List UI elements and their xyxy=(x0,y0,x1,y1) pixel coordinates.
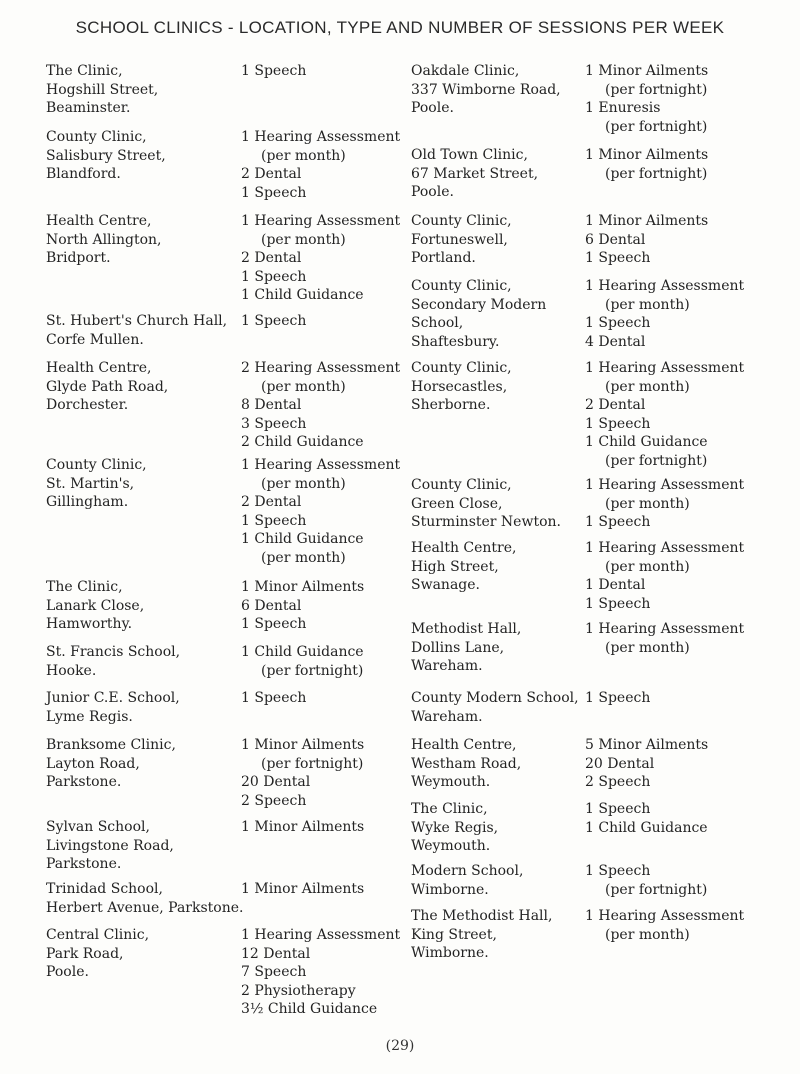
address-line: Glyde Path Road, xyxy=(46,378,169,395)
address-line: County Clinic, xyxy=(46,129,147,145)
session-line: 1 Hearing Assessment xyxy=(585,908,745,924)
session-line: 1 Hearing Assessment xyxy=(241,927,401,943)
address-line: Old Town Clinic, xyxy=(411,147,528,163)
address-line: Wyke Regis, xyxy=(411,819,499,836)
address-line: Health Centre, xyxy=(411,737,517,753)
clinic-sessions xyxy=(585,620,744,657)
session-line: (per month) xyxy=(261,549,346,566)
session-line: 1 Minor Ailments xyxy=(241,881,365,897)
session-line: 6 Dental xyxy=(585,231,646,248)
clinic-sessions xyxy=(585,689,650,708)
address-line: St. Hubert's Church Hall, xyxy=(46,313,228,329)
clinic-address xyxy=(46,312,227,349)
session-line: 20 Dental xyxy=(241,774,311,791)
clinic-address xyxy=(411,359,512,415)
address-line: Lanark Close, xyxy=(46,597,145,614)
clinic-sessions xyxy=(241,643,364,680)
clinic-address xyxy=(411,212,512,268)
clinic-sessions xyxy=(241,689,306,708)
session-line: 8 Dental xyxy=(241,397,302,414)
clinic-sessions xyxy=(585,212,708,268)
page-number: (29) xyxy=(385,1038,415,1054)
clinic-sessions xyxy=(241,926,400,1019)
address-line: County Clinic, xyxy=(411,360,512,376)
session-line: 1 Hearing Assessment xyxy=(585,621,745,637)
clinic-address xyxy=(411,736,521,792)
session-line: (per fortnight) xyxy=(261,755,364,772)
address-line: Poole. xyxy=(46,964,89,981)
address-line: Central Clinic, xyxy=(46,927,150,943)
page-title: SCHOOL CLINICS - LOCATION, TYPE AND NUMBER OF SESSIONS PER WEEK xyxy=(75,18,725,37)
session-line: 2 Dental xyxy=(241,494,302,511)
address-line: Modern School, xyxy=(411,863,524,879)
clinic-address xyxy=(411,800,498,856)
address-line: Blandford. xyxy=(46,166,121,183)
session-line: (per fortnight) xyxy=(261,662,364,679)
address-line: Hogshill Street, xyxy=(46,81,159,98)
address-line: Lyme Regis. xyxy=(46,708,133,725)
address-line: The Clinic, xyxy=(411,801,488,817)
session-line: 1 Minor Ailments xyxy=(241,737,365,753)
clinic-sessions xyxy=(241,62,306,81)
address-line: Wimborne. xyxy=(411,945,489,962)
address-line: Methodist Hall, xyxy=(411,621,522,637)
session-line: 1 Minor Ailments xyxy=(241,819,365,835)
session-line: 1 Child Guidance xyxy=(585,434,708,451)
session-line: 12 Dental xyxy=(241,945,311,962)
address-line: Health Centre, xyxy=(46,213,152,229)
clinic-sessions xyxy=(585,476,744,532)
clinic-sessions xyxy=(585,862,707,899)
address-line: The Clinic, xyxy=(46,63,123,79)
address-line: The Methodist Hall, xyxy=(411,908,553,924)
clinic-address xyxy=(411,62,561,118)
clinic-address xyxy=(46,880,243,917)
address-line: Salisbury Street, xyxy=(46,147,166,164)
session-line: (per fortnight) xyxy=(605,881,708,898)
session-line: 1 Child Guidance xyxy=(241,531,364,548)
session-line: 1 Hearing Assessment xyxy=(585,278,745,294)
session-line: 1 Speech xyxy=(585,690,651,706)
clinic-address xyxy=(46,689,180,726)
address-line: Parkstone. xyxy=(46,856,122,873)
session-line: 1 Minor Ailments xyxy=(585,147,709,163)
address-line: Westham Road, xyxy=(411,755,522,772)
clinic-sessions xyxy=(241,312,306,331)
address-line: St. Martin's, xyxy=(46,475,135,492)
address-line: County Clinic, xyxy=(411,278,512,294)
clinic-sessions xyxy=(585,800,708,837)
address-line: Branksome Clinic, xyxy=(46,737,176,753)
session-line: (per fortnight) xyxy=(605,165,708,182)
session-line: 1 Dental xyxy=(585,577,646,594)
session-line: 1 Hearing Assessment xyxy=(241,129,401,145)
address-line: King Street, xyxy=(411,926,497,943)
session-line: 1 Enuresis xyxy=(585,100,661,117)
session-line: 3½ Child Guidance xyxy=(241,1001,378,1018)
address-line: 337 Wimborne Road, xyxy=(411,81,561,98)
clinic-sessions xyxy=(585,359,744,471)
session-line: 1 Speech xyxy=(585,595,651,612)
clinic-address xyxy=(411,620,521,676)
clinic-sessions xyxy=(585,736,708,792)
session-line: 1 Speech xyxy=(585,514,651,531)
address-line: Dorchester. xyxy=(46,397,129,414)
session-line: (per month) xyxy=(605,296,690,313)
session-line: 1 Child Guidance xyxy=(241,287,364,304)
clinic-sessions xyxy=(241,456,400,568)
address-line: 67 Market Street, xyxy=(411,165,539,182)
session-line: (per month) xyxy=(605,639,690,656)
session-line: (per month) xyxy=(605,378,690,395)
address-line: Gillingham. xyxy=(46,494,129,511)
session-line: 1 Speech xyxy=(241,512,307,529)
address-line: Wareham. xyxy=(411,708,483,725)
session-line: 1 Speech xyxy=(241,616,307,633)
clinic-address xyxy=(46,128,166,184)
address-line: The Clinic, xyxy=(46,579,123,595)
session-line: (per fortnight) xyxy=(605,118,708,135)
address-line: Hooke. xyxy=(46,662,97,679)
clinic-sessions xyxy=(585,62,708,136)
session-line: (per month) xyxy=(605,926,690,943)
session-line: 2 Physiotherapy xyxy=(241,982,356,999)
session-line: 1 Minor Ailments xyxy=(241,579,365,595)
session-line: (per fortnight) xyxy=(605,81,708,98)
session-line: 1 Speech xyxy=(241,313,307,329)
address-line: Horsecastles, xyxy=(411,378,508,395)
address-line: Weymouth. xyxy=(411,838,491,855)
session-line: 2 Speech xyxy=(585,774,651,791)
address-line: High Street, xyxy=(411,558,499,575)
clinic-address xyxy=(411,907,552,963)
session-line: (per month) xyxy=(605,558,690,575)
address-line: Weymouth. xyxy=(411,774,491,791)
clinic-address xyxy=(46,359,168,415)
session-line: 1 Hearing Assessment xyxy=(241,213,401,229)
address-line: County Clinic, xyxy=(411,213,512,229)
session-line: 1 Minor Ailments xyxy=(585,213,709,229)
session-line: 1 Speech xyxy=(585,863,651,879)
address-line: Sherborne. xyxy=(411,397,491,414)
address-line: Secondary Modern xyxy=(411,296,547,313)
clinic-address xyxy=(411,539,516,595)
address-line: Beaminster. xyxy=(46,100,131,117)
session-line: 1 Speech xyxy=(585,250,651,267)
session-line: 1 Hearing Assessment xyxy=(241,457,401,473)
session-line: 1 Speech xyxy=(585,315,651,332)
address-line: Sturminster Newton. xyxy=(411,514,561,531)
address-line: Wareham. xyxy=(411,658,483,675)
session-line: 1 Child Guidance xyxy=(585,819,708,836)
address-line: Corfe Mullen. xyxy=(46,331,144,348)
address-line: Junior C.E. School, xyxy=(46,690,180,706)
address-line: Bridport. xyxy=(46,250,111,267)
session-line: 1 Hearing Assessment xyxy=(585,360,745,376)
session-line: 1 Speech xyxy=(241,63,307,79)
session-line: 1 Speech xyxy=(241,268,307,285)
clinic-address xyxy=(46,62,158,118)
address-line: Trinidad School, xyxy=(46,881,163,897)
address-line: Layton Road, xyxy=(46,755,140,772)
clinic-sessions xyxy=(585,907,744,944)
clinic-sessions xyxy=(585,146,708,183)
address-line: Dollins Lane, xyxy=(411,639,505,656)
session-line: 1 Speech xyxy=(241,184,307,201)
clinic-address xyxy=(46,643,180,680)
clinic-sessions xyxy=(585,539,744,613)
session-line: 1 Hearing Assessment xyxy=(585,477,745,493)
session-line: 2 Dental xyxy=(241,250,302,267)
session-line: 2 Child Guidance xyxy=(241,434,364,451)
clinic-sessions xyxy=(241,578,364,634)
address-line: Parkstone. xyxy=(46,774,122,791)
address-line: Oakdale Clinic, xyxy=(411,63,520,79)
clinic-address xyxy=(46,736,176,792)
address-line: North Allington, xyxy=(46,231,162,248)
clinic-sessions xyxy=(241,128,400,202)
session-line: (per month) xyxy=(261,147,346,164)
session-line: (per month) xyxy=(261,475,346,492)
address-line: Green Close, xyxy=(411,495,503,512)
session-line: 3 Speech xyxy=(241,415,307,432)
address-line: Shaftesbury. xyxy=(411,333,500,350)
address-line: County Clinic, xyxy=(46,457,147,473)
address-line: School, xyxy=(411,315,464,332)
clinic-sessions xyxy=(585,277,744,351)
address-line: Poole. xyxy=(411,184,454,201)
address-line: Herbert Avenue, Parkstone. xyxy=(46,899,244,916)
clinic-address xyxy=(46,578,144,634)
clinic-address xyxy=(46,456,147,512)
clinic-sessions xyxy=(241,736,364,810)
address-line: County Clinic, xyxy=(411,477,512,493)
clinic-sessions xyxy=(241,818,364,837)
session-line: 2 Dental xyxy=(585,397,646,414)
clinic-address xyxy=(411,277,546,351)
session-line: 7 Speech xyxy=(241,964,307,981)
session-line: 1 Minor Ailments xyxy=(585,63,709,79)
clinic-sessions xyxy=(241,212,400,305)
session-line: 20 Dental xyxy=(585,755,655,772)
address-line: Park Road, xyxy=(46,945,124,962)
address-line: Health Centre, xyxy=(46,360,152,376)
session-line: (per month) xyxy=(261,378,346,395)
address-line: Hamworthy. xyxy=(46,616,133,633)
session-line: (per month) xyxy=(605,495,690,512)
address-line: Swanage. xyxy=(411,577,480,594)
address-line: Sylvan School, xyxy=(46,819,150,835)
clinic-address xyxy=(411,689,579,726)
session-line: 5 Minor Ailments xyxy=(585,737,709,753)
address-line: St. Francis School, xyxy=(46,644,181,660)
clinic-sessions xyxy=(241,359,400,452)
clinic-address xyxy=(46,818,174,874)
session-line: (per month) xyxy=(261,231,346,248)
address-line: Portland. xyxy=(411,250,476,267)
session-line: 2 Hearing Assessment xyxy=(241,360,401,376)
session-line: 1 Speech xyxy=(585,801,651,817)
clinic-address xyxy=(411,476,561,532)
address-line: Fortuneswell, xyxy=(411,231,508,248)
session-line: 4 Dental xyxy=(585,333,646,350)
clinic-address xyxy=(46,212,162,268)
session-line: 1 Child Guidance xyxy=(241,644,364,660)
clinic-address xyxy=(411,862,523,899)
clinic-address xyxy=(46,926,149,982)
session-line: (per fortnight) xyxy=(605,452,708,469)
clinic-sessions xyxy=(241,880,364,899)
session-line: 2 Speech xyxy=(241,792,307,809)
session-line: 6 Dental xyxy=(241,597,302,614)
address-line: Health Centre, xyxy=(411,540,517,556)
address-line: Wimborne. xyxy=(411,881,489,898)
address-line: Poole. xyxy=(411,100,454,117)
session-line: 1 Speech xyxy=(585,415,651,432)
session-line: 1 Speech xyxy=(241,690,307,706)
clinic-address xyxy=(411,146,538,202)
session-line: 2 Dental xyxy=(241,166,302,183)
session-line: 1 Hearing Assessment xyxy=(585,540,745,556)
address-line: Livingstone Road, xyxy=(46,837,174,854)
address-line: County Modern School, xyxy=(411,690,579,706)
